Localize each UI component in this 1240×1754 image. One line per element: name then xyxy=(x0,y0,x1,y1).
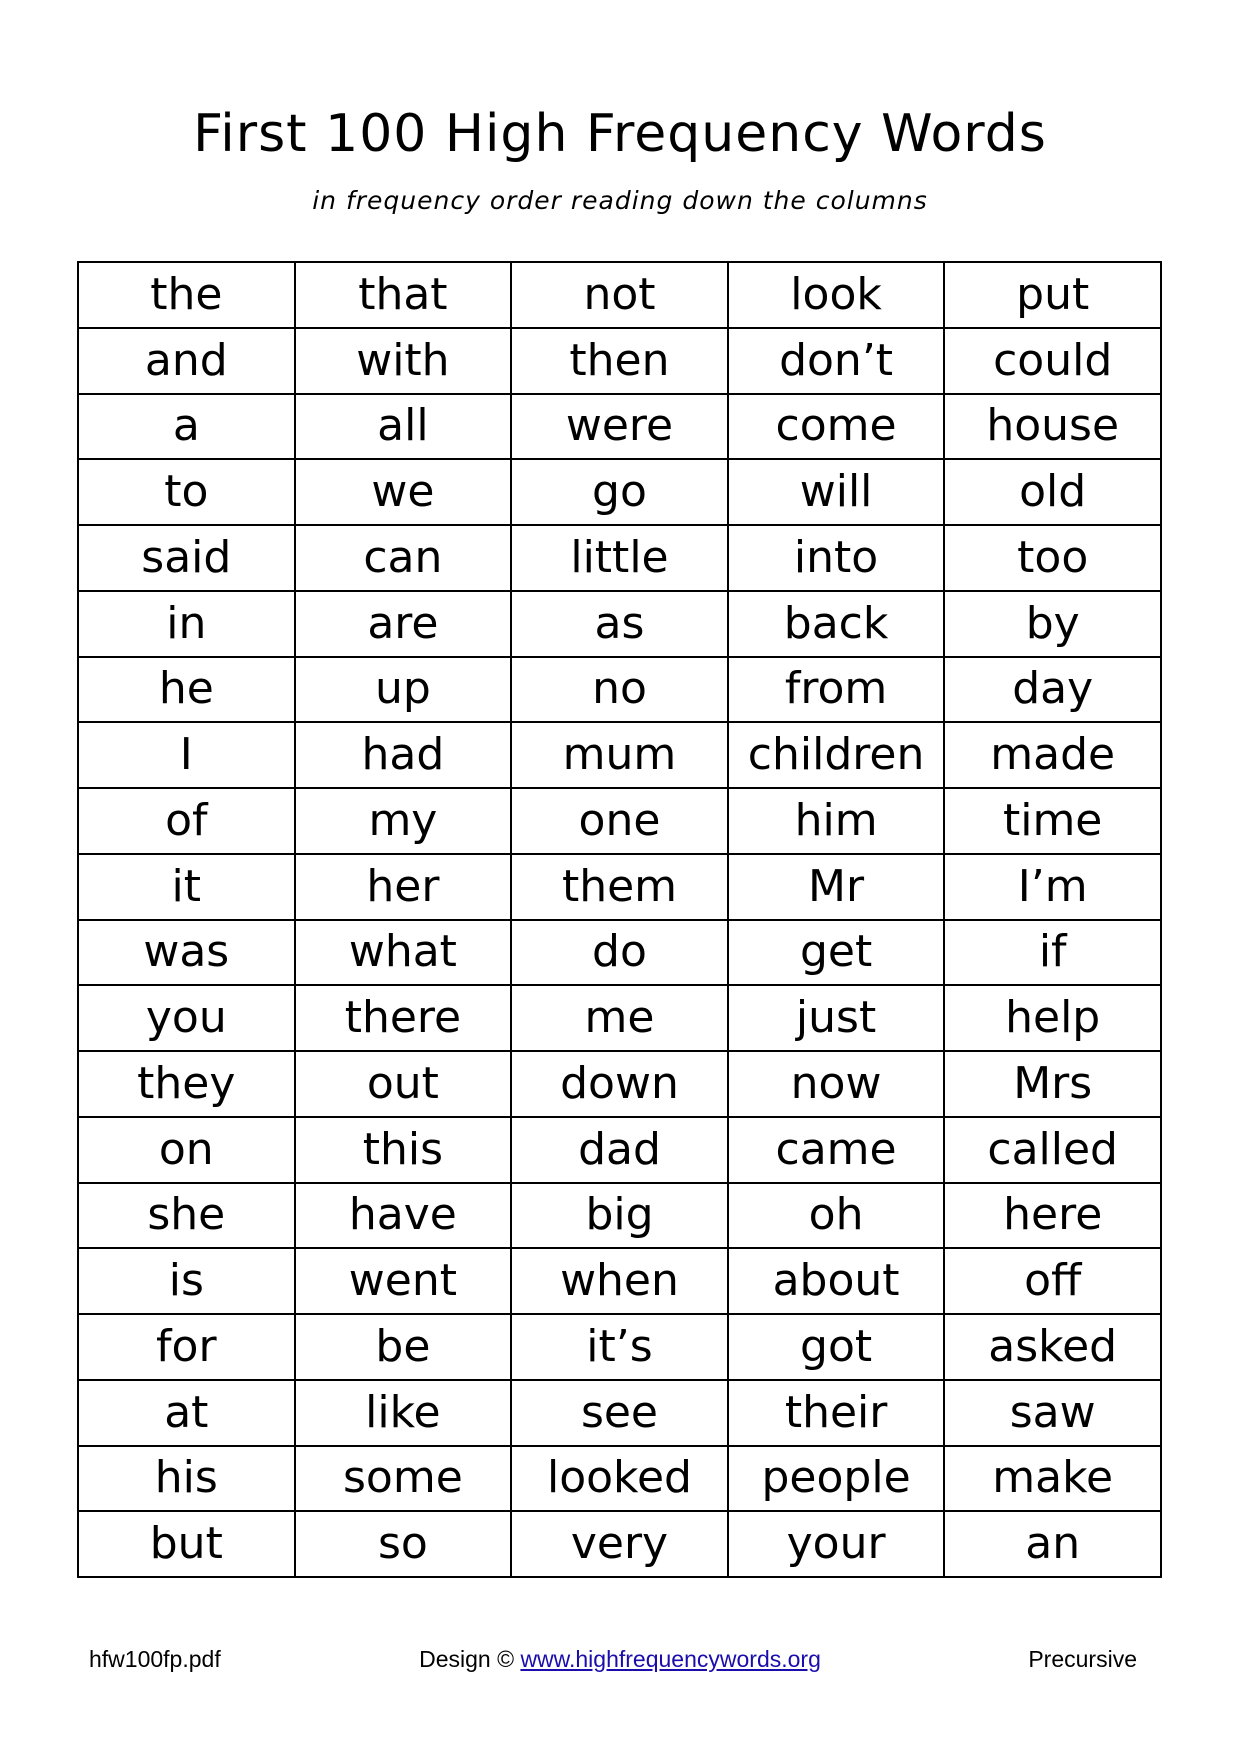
table-row xyxy=(78,985,1161,1051)
page-subtitle: in frequency order reading down the columns xyxy=(312,186,928,215)
word-cell: down xyxy=(511,1051,728,1117)
word-cell: mum xyxy=(511,722,728,788)
word-cell: no xyxy=(511,657,728,723)
word-cell: called xyxy=(944,1117,1161,1183)
table-row xyxy=(78,591,1161,657)
word-cell: like xyxy=(295,1380,512,1446)
word-cell: look xyxy=(728,262,945,328)
word-cell: can xyxy=(295,525,512,591)
table-row xyxy=(78,459,1161,525)
word-cell: just xyxy=(728,985,945,1051)
word-cell: said xyxy=(78,525,295,591)
word-cell: see xyxy=(511,1380,728,1446)
word-cell: at xyxy=(78,1380,295,1446)
word-cell: day xyxy=(944,657,1161,723)
word-cell: old xyxy=(944,459,1161,525)
word-cell: with xyxy=(295,328,512,394)
word-cell: help xyxy=(944,985,1161,1051)
word-cell: her xyxy=(295,854,512,920)
word-cell: but xyxy=(78,1511,295,1577)
table-row xyxy=(78,1183,1161,1249)
word-cell: is xyxy=(78,1248,295,1314)
word-cell: put xyxy=(944,262,1161,328)
word-cell: from xyxy=(728,657,945,723)
word-cell: some xyxy=(295,1446,512,1512)
word-cell: make xyxy=(944,1446,1161,1512)
word-cell: for xyxy=(78,1314,295,1380)
word-cell: looked xyxy=(511,1446,728,1512)
word-cell: one xyxy=(511,788,728,854)
word-cell: you xyxy=(78,985,295,1051)
word-cell: when xyxy=(511,1248,728,1314)
word-cell: dad xyxy=(511,1117,728,1183)
word-cell: came xyxy=(728,1117,945,1183)
table-row xyxy=(78,722,1161,788)
word-cell: here xyxy=(944,1183,1161,1249)
table-row xyxy=(78,788,1161,854)
word-cell: by xyxy=(944,591,1161,657)
table-row xyxy=(78,1314,1161,1380)
word-cell: if xyxy=(944,920,1161,986)
word-cell: had xyxy=(295,722,512,788)
word-cell: as xyxy=(511,591,728,657)
word-cell: was xyxy=(78,920,295,986)
table-row xyxy=(78,854,1161,920)
word-cell: what xyxy=(295,920,512,986)
word-cell: not xyxy=(511,262,728,328)
word-cell: saw xyxy=(944,1380,1161,1446)
table-row xyxy=(78,1248,1161,1314)
word-cell: my xyxy=(295,788,512,854)
word-cell: are xyxy=(295,591,512,657)
word-cell: their xyxy=(728,1380,945,1446)
table-row xyxy=(78,262,1161,328)
word-cell: all xyxy=(295,394,512,460)
word-cell: Mr xyxy=(728,854,945,920)
word-cell: she xyxy=(78,1183,295,1249)
word-cell: this xyxy=(295,1117,512,1183)
word-cell: then xyxy=(511,328,728,394)
word-cell: about xyxy=(728,1248,945,1314)
footer-filename: hfw100fp.pdf xyxy=(89,1646,221,1672)
word-cell: don’t xyxy=(728,328,945,394)
word-cell: we xyxy=(295,459,512,525)
word-cell: will xyxy=(728,459,945,525)
word-cell: get xyxy=(728,920,945,986)
word-table-body xyxy=(78,262,1161,1577)
word-cell: children xyxy=(728,722,945,788)
word-cell: up xyxy=(295,657,512,723)
word-cell: to xyxy=(78,459,295,525)
word-cell: the xyxy=(78,262,295,328)
word-cell: it’s xyxy=(511,1314,728,1380)
word-cell: have xyxy=(295,1183,512,1249)
word-cell: asked xyxy=(944,1314,1161,1380)
word-cell: I xyxy=(78,722,295,788)
word-cell: off xyxy=(944,1248,1161,1314)
word-cell: people xyxy=(728,1446,945,1512)
word-cell: of xyxy=(78,788,295,854)
word-cell: big xyxy=(511,1183,728,1249)
table-row xyxy=(78,657,1161,723)
table-row xyxy=(78,1051,1161,1117)
word-cell: him xyxy=(728,788,945,854)
table-row xyxy=(78,525,1161,591)
word-cell: into xyxy=(728,525,945,591)
page-title: First 100 High Frequency Words xyxy=(193,104,1047,164)
table-row xyxy=(78,920,1161,986)
table-row xyxy=(78,328,1161,394)
word-table xyxy=(77,261,1162,1578)
word-cell: time xyxy=(944,788,1161,854)
word-cell: made xyxy=(944,722,1161,788)
word-cell: his xyxy=(78,1446,295,1512)
word-cell: house xyxy=(944,394,1161,460)
table-row xyxy=(78,1117,1161,1183)
word-cell: they xyxy=(78,1051,295,1117)
table-row xyxy=(78,1511,1161,1577)
word-cell: do xyxy=(511,920,728,986)
table-row xyxy=(78,1446,1161,1512)
word-cell: and xyxy=(78,328,295,394)
word-cell: got xyxy=(728,1314,945,1380)
word-cell: an xyxy=(944,1511,1161,1577)
word-cell: come xyxy=(728,394,945,460)
word-cell: oh xyxy=(728,1183,945,1249)
word-cell: back xyxy=(728,591,945,657)
word-cell: that xyxy=(295,262,512,328)
word-cell: me xyxy=(511,985,728,1051)
footer-design-prefix: Design © xyxy=(419,1646,515,1672)
word-cell: in xyxy=(78,591,295,657)
word-cell: went xyxy=(295,1248,512,1314)
footer-font-name: Precursive xyxy=(1028,1646,1137,1672)
word-cell: too xyxy=(944,525,1161,591)
word-cell: very xyxy=(511,1511,728,1577)
footer-website-link[interactable]: www.highfrequencywords.org xyxy=(520,1646,821,1672)
table-row xyxy=(78,1380,1161,1446)
word-cell: Mrs xyxy=(944,1051,1161,1117)
word-cell: it xyxy=(78,854,295,920)
word-cell: so xyxy=(295,1511,512,1577)
word-cell: out xyxy=(295,1051,512,1117)
word-cell: now xyxy=(728,1051,945,1117)
word-cell: I’m xyxy=(944,854,1161,920)
word-cell: be xyxy=(295,1314,512,1380)
word-cell: a xyxy=(78,394,295,460)
word-cell: your xyxy=(728,1511,945,1577)
word-cell: go xyxy=(511,459,728,525)
word-cell: on xyxy=(78,1117,295,1183)
table-row xyxy=(78,394,1161,460)
word-cell: he xyxy=(78,657,295,723)
word-cell: could xyxy=(944,328,1161,394)
word-cell: them xyxy=(511,854,728,920)
word-cell: there xyxy=(295,985,512,1051)
word-cell: little xyxy=(511,525,728,591)
word-cell: were xyxy=(511,394,728,460)
